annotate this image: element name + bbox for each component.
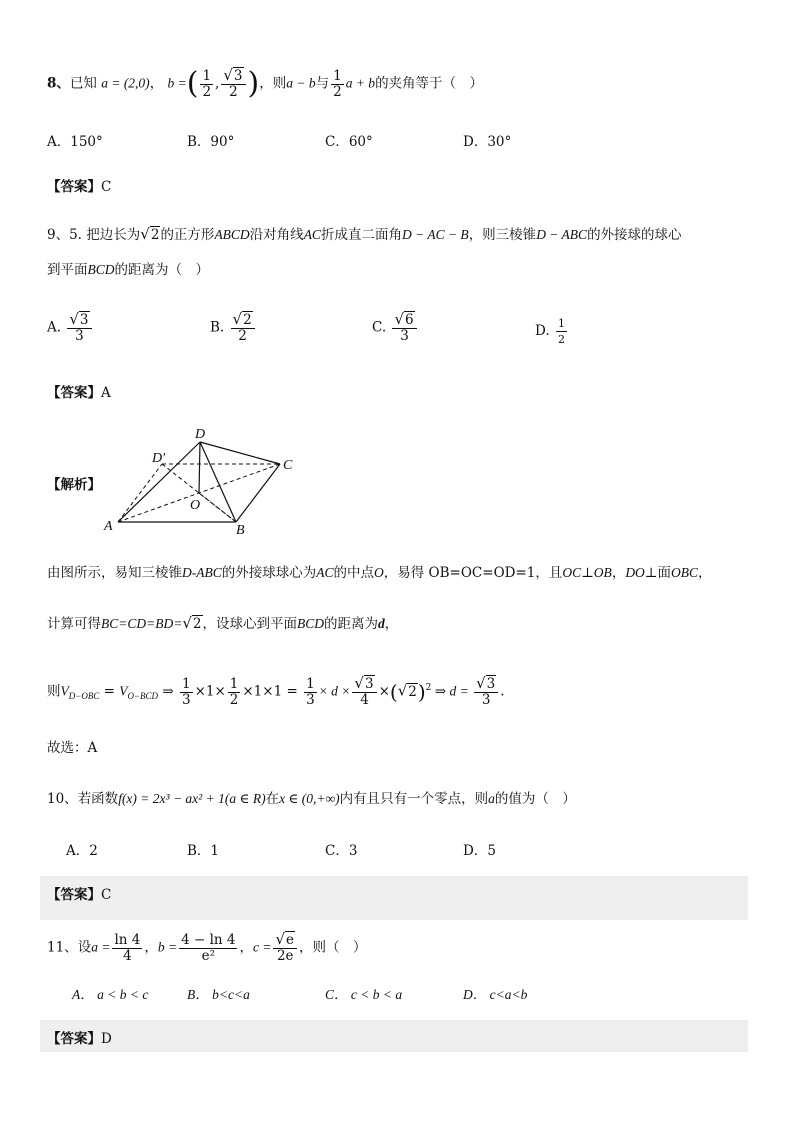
- volume-v: V: [119, 683, 128, 699]
- exp-pyramid: D-ABC: [182, 565, 222, 580]
- answer-label: 【答案】: [47, 1031, 101, 1047]
- frac: [352, 676, 376, 708]
- q8-stem: 8、已知 a = (2,0)， b =( $\frac{1}{2}$ , $\frac{√3}{2}$ )，则a − b与 $\frac{1}{2}$ a + b的夹角等于（ ）: [47, 66, 484, 101]
- q9-stem-line1: 9、5. 把边长为√2的正方形ABCD沿对角线AC折成直二面角D − AC − B，则三棱锥D − ABC的外接球的球心: [47, 225, 682, 243]
- q10-domain: x ∈ (0,+∞): [279, 791, 340, 806]
- q10-a: a: [488, 791, 495, 806]
- frac-den: 2: [229, 84, 238, 100]
- frac: [179, 933, 237, 964]
- sqrt-value: 6: [405, 312, 414, 328]
- sqrt-value: 2: [192, 616, 202, 632]
- frac-num: 1: [306, 675, 315, 692]
- exp-text: 面: [657, 565, 672, 581]
- frac: [273, 932, 297, 964]
- q9-text: 沿对角线: [249, 227, 304, 243]
- exp-equal-sides: BC=CD=BD=: [101, 616, 183, 631]
- exp-term: ×1×1 =: [242, 683, 303, 700]
- q10-stem: [47, 789, 576, 809]
- sqrt-value: e: [286, 932, 295, 948]
- q11-a-lhs: a =: [91, 939, 111, 955]
- analysis-label: 【解析】: [47, 477, 101, 493]
- exp-ac: AC: [316, 565, 334, 580]
- q9-explanation-line3: 则$V_{D-OBC} = V_{O-BCD}$ ⇒ $\frac{1}{3}$ ×1× $\frac{1}{2}$ ×1×1 = $\frac{1}{3}$ × d × $\frac{√3}{4}$ $\times(√2)^2$ ⇒ d = $\frac{√3}{3}$ .: [47, 674, 505, 708]
- exp-text: ，设球心到平面: [202, 616, 297, 632]
- q8-text: ，则: [259, 75, 287, 92]
- q9-explanation-line1: [47, 563, 712, 583]
- q11-sep: ，: [239, 939, 253, 956]
- edge-do: [199, 442, 200, 493]
- exp-eq: =: [99, 683, 120, 700]
- sqrt-value: 3: [486, 676, 496, 692]
- label-o: O: [190, 498, 201, 513]
- q9-answer: [47, 381, 111, 401]
- pyramid-figure: [100, 422, 310, 537]
- exp-obc: OBC: [671, 565, 699, 580]
- q8-text: 已知: [69, 75, 97, 92]
- q9-text: 到平面: [47, 262, 88, 278]
- exp-text: 的外接球球心为: [221, 565, 317, 581]
- exp-d: d: [378, 616, 385, 631]
- option-frac: [67, 312, 91, 344]
- q10-number: 10、: [47, 791, 78, 807]
- q11-sep: ，: [144, 939, 158, 956]
- frac-den: 3: [400, 328, 409, 344]
- frac-den: 4: [123, 947, 132, 964]
- frac-den: 2: [557, 333, 565, 346]
- answer-value: C: [101, 887, 112, 903]
- q8-comma: ，: [149, 75, 164, 92]
- q9-text: 折成直二面角: [320, 227, 402, 243]
- q8-option-a: A．150°: [47, 134, 103, 150]
- frac-num: 4 − ln 4: [181, 931, 236, 948]
- q8-b-vector: b =: [167, 75, 187, 91]
- q8-option-d: D．30°: [463, 134, 512, 150]
- frac-den: 3: [481, 692, 491, 708]
- q10-option-b: B．1: [187, 843, 220, 859]
- exp-o: O: [374, 565, 384, 580]
- edge-dc: [200, 442, 280, 464]
- frac-den: 2: [333, 83, 342, 100]
- frac-den: 2: [202, 83, 212, 100]
- label-a: A: [104, 519, 113, 534]
- exp-term: ×1×: [194, 683, 226, 700]
- q11-text: 设: [77, 939, 92, 956]
- q11-option-a: A． a < b < c: [72, 987, 149, 1002]
- volume-sub: O−BCD: [127, 691, 159, 702]
- q11-answer: [47, 1027, 112, 1047]
- paren-open: (: [389, 680, 398, 704]
- frac: [112, 933, 142, 964]
- q8-b-x: [200, 69, 213, 100]
- sqrt-value: 2: [150, 227, 160, 243]
- exp-term: × d ×: [318, 683, 351, 699]
- implies-d: ⇒ d =: [431, 683, 473, 699]
- frac-num: 1: [229, 675, 239, 692]
- frac-den: 3: [75, 328, 84, 344]
- paren-close: ): [417, 680, 426, 704]
- implies-symbol: ⇒: [158, 683, 178, 700]
- q9-angle: D − AC − B: [401, 227, 469, 242]
- q8-a-vector: a = (2,0): [101, 75, 150, 91]
- frac-num: √3: [474, 676, 498, 693]
- answer-value: A: [101, 385, 111, 401]
- q11-text: ，则（ ）: [299, 939, 367, 956]
- frac-den: e²: [201, 947, 215, 964]
- q10-answer-box: [40, 876, 748, 920]
- option-letter: A.: [47, 319, 62, 336]
- q9-option-b: [210, 312, 257, 344]
- exp-text: 的中点: [333, 565, 375, 581]
- q8-answer: [47, 175, 111, 195]
- q9-text: ，则三棱锥: [468, 227, 537, 243]
- q10-text: 若函数: [77, 791, 119, 807]
- exp-text: ，: [384, 616, 399, 632]
- frac-den: 2: [229, 691, 239, 708]
- q9-explanation-line2: 计算可得BC=CD=BD=√2，设球心到平面BCD的距离为d，: [47, 614, 399, 632]
- frac-num: 1: [181, 675, 191, 692]
- q9-text: 把边长为: [86, 227, 141, 243]
- frac-num: 1: [557, 317, 565, 330]
- exp-text: ，易得 OB=OC=OD=1，且: [383, 565, 563, 581]
- q11-answer-box: [40, 1020, 748, 1052]
- q9-option-d: [535, 316, 569, 347]
- q10-function: f(x) = 2x³ − ax² + 1(a ∈ R): [118, 791, 266, 806]
- frac-num: √3: [67, 312, 91, 329]
- q9-pyramid: D − ABC: [536, 227, 588, 242]
- q10-text: 在: [265, 791, 280, 807]
- q11-option-b: B． b<c<a: [187, 987, 250, 1002]
- sqrt-value: 2: [243, 312, 252, 328]
- q8-b-y: [221, 68, 245, 100]
- q9-text: 的距离为（ ）: [114, 262, 209, 278]
- q8-number: 8、: [47, 75, 70, 92]
- q11-stem: [47, 932, 367, 964]
- q9-text: 的外接球的球心: [587, 227, 682, 243]
- option-letter: B.: [210, 319, 225, 336]
- q11-option-d: D． c<a<b: [463, 987, 528, 1002]
- exponent: 2: [425, 683, 432, 693]
- frac-num: ln 4: [114, 931, 141, 948]
- q8-text: 的夹角等于（ ）: [375, 75, 484, 92]
- exp-perp2: DO⊥: [625, 565, 658, 580]
- q11-number: 11、: [47, 939, 78, 956]
- option-letter: D.: [535, 323, 550, 339]
- frac-num: √3: [221, 68, 245, 85]
- frac-num: √3: [352, 676, 376, 693]
- q9-stem-line2: [47, 260, 209, 280]
- exp-term: ×: [378, 683, 390, 700]
- answer-value: D: [101, 1031, 112, 1047]
- q9-ac: AC: [303, 227, 321, 242]
- exp-text: 计算可得: [47, 616, 101, 632]
- frac: [228, 677, 241, 708]
- option-frac: [231, 312, 255, 344]
- q8-expr1: a − b: [286, 75, 316, 91]
- q11-option-c: C． c < b < a: [325, 987, 403, 1002]
- volume-sub: D−OBC: [68, 691, 100, 702]
- answer-label: 【答案】: [47, 385, 101, 401]
- exp-perp1: OC⊥OB: [562, 565, 612, 580]
- q9-number: 9、5.: [47, 227, 82, 243]
- frac-num: √6: [392, 312, 416, 329]
- q10-option-d: D．5: [463, 843, 496, 859]
- exp-text: 则: [47, 683, 61, 700]
- option-frac: [556, 316, 567, 347]
- option-frac: [392, 312, 416, 344]
- frac: [474, 676, 498, 708]
- sqrt-value: 2: [408, 683, 417, 700]
- paren-close: ): [247, 66, 260, 101]
- exp-bcd: BCD: [297, 616, 324, 631]
- frac-num: √2: [231, 312, 255, 329]
- q9-option-c: [372, 312, 419, 344]
- frac-den: 3: [181, 691, 191, 708]
- edge-bc: [236, 464, 280, 522]
- edge-adp-dashed: [118, 464, 162, 522]
- q9-bcd: BCD: [87, 262, 115, 277]
- paren-open: (: [186, 66, 199, 101]
- q11-b-lhs: b =: [157, 939, 178, 955]
- q8-option-b: B．90°: [187, 134, 235, 150]
- label-b: B: [236, 523, 245, 537]
- exp-text: 由图所示，易知三棱锥: [47, 565, 182, 581]
- q10-text: 内有且只有一个零点，则: [339, 791, 489, 807]
- q9-text: 的正方形: [160, 227, 215, 243]
- answer-label: 【答案】: [47, 887, 101, 903]
- label-c: C: [283, 458, 293, 473]
- frac-den: 3: [306, 691, 315, 708]
- q10-option-a: A．2: [66, 843, 98, 859]
- q8-text: 与: [315, 75, 330, 92]
- frac-num: 1: [202, 67, 212, 84]
- q9-analysis-label: [47, 473, 101, 493]
- q9-abcd: ABCD: [214, 227, 250, 242]
- frac-num: √e: [273, 932, 297, 949]
- sqrt-value: 3: [79, 312, 89, 328]
- exp-text: 的距离为: [324, 616, 378, 632]
- label-dprime: D′: [152, 451, 166, 466]
- volume-v: V: [60, 683, 69, 699]
- q10-answer: [47, 883, 111, 903]
- q8-option-c: C．60°: [325, 134, 373, 150]
- exp-text: ，: [698, 565, 712, 581]
- sqrt-value: 3: [233, 68, 243, 84]
- label-d: D: [195, 427, 206, 442]
- sqrt-value: 3: [364, 676, 374, 692]
- q9-option-a: [47, 312, 94, 344]
- frac: [180, 677, 193, 708]
- exp-text: ，: [611, 565, 626, 581]
- q11-c-lhs: c =: [252, 939, 272, 955]
- option-letter: C.: [372, 319, 387, 336]
- q10-option-c: C．3: [325, 843, 358, 859]
- frac-num: 1: [333, 67, 342, 84]
- answer-value: C: [101, 179, 112, 195]
- answer-label: 【答案】: [47, 179, 101, 195]
- q9-conclusion: 故选：A: [47, 740, 98, 756]
- q10-text: 的值为（ ）: [494, 791, 576, 807]
- frac-den: 4: [360, 692, 369, 708]
- q8-half: [331, 69, 344, 100]
- q8-expr2: a + b: [345, 75, 376, 91]
- frac: [304, 677, 317, 708]
- exp-dot: .: [500, 683, 505, 700]
- frac-den: 2: [238, 328, 247, 344]
- frac-den: 2e: [276, 948, 294, 964]
